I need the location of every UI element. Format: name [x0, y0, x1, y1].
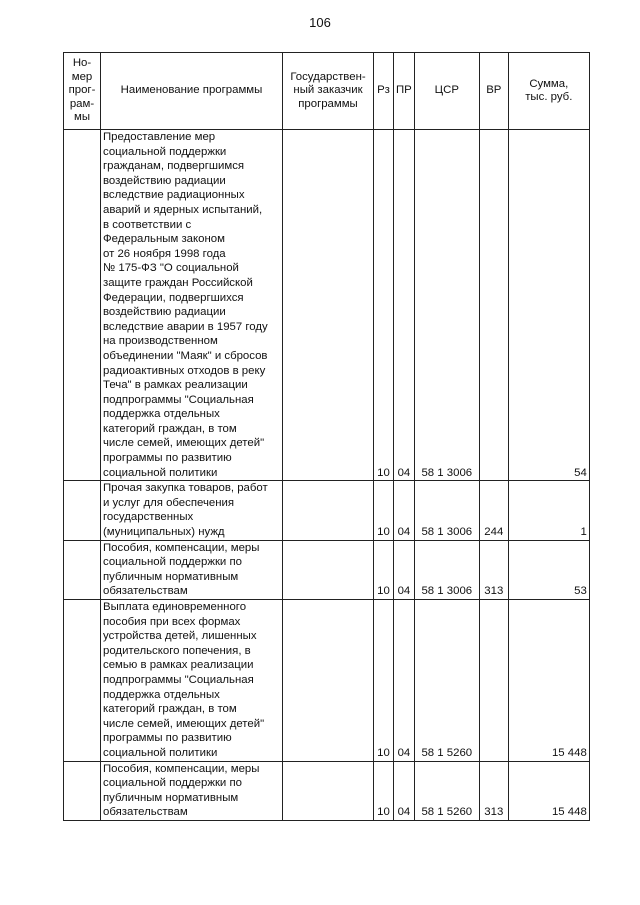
text-line: социальной политики [103, 466, 218, 479]
customer-cell [283, 761, 374, 820]
text-line: вследствие радиационных [103, 189, 245, 202]
table-row [64, 481, 590, 540]
vr-cell: 244 [479, 481, 508, 540]
table-row [64, 761, 590, 820]
text-line: в соответствии с [103, 218, 192, 231]
program-name-cell [101, 130, 283, 481]
text-line: ВР [486, 84, 502, 97]
header-customer [283, 53, 374, 130]
text-line: от 26 ноября 1998 года [103, 247, 226, 260]
text-line: мер [71, 70, 93, 83]
text-line: Предоставление мер [103, 131, 216, 143]
text-line: тыс. руб. [525, 91, 573, 103]
rz-cell: 10 [374, 481, 394, 540]
header-program-number [64, 53, 101, 130]
text-line: родительского попечения, в [103, 644, 251, 657]
pr-cell: 04 [394, 761, 415, 820]
text-line: числе семей, имеющих детей" [103, 437, 265, 450]
text-line: Выплата единовременного [103, 601, 247, 613]
rz-cell: 10 [374, 761, 394, 820]
budget-table [63, 52, 590, 821]
program-name-cell [101, 540, 283, 599]
text-line: устройства детей, лишенных [103, 630, 257, 643]
vr-cell: 313 [479, 761, 508, 820]
csr-cell: 58 1 5260 [414, 761, 479, 820]
text-line: числе семей, имеющих детей" [103, 717, 265, 730]
text-line: социальной поддержки [103, 145, 227, 158]
text-line: программы [298, 97, 358, 110]
program-number-cell [64, 600, 101, 762]
text-line: социальной политики [103, 746, 218, 759]
text-line: на производственном [103, 335, 218, 348]
pr-cell: 04 [394, 600, 415, 762]
text-line: поддержка отдельных [103, 408, 220, 421]
vr-cell: 313 [479, 540, 508, 599]
pr-cell: 04 [394, 540, 415, 599]
sum-cell: 15 448 [508, 761, 589, 820]
text-line: Пособия, компенсации, меры [103, 541, 260, 554]
program-name-cell [101, 761, 283, 820]
program-name-cell [101, 600, 283, 762]
header-pr [394, 53, 415, 130]
text-line: Пособия, компенсации, меры [103, 762, 260, 775]
text-line: вследствие аварии в 1957 году [103, 320, 268, 333]
rz-cell: 10 [374, 540, 394, 599]
sum-cell: 15 448 [508, 600, 589, 762]
text-line: воздействию радиации [103, 306, 226, 319]
text-line: программы по развитию [103, 452, 232, 465]
header-vr [479, 53, 508, 130]
text-line: социальной поддержки по [103, 777, 242, 790]
sum-cell: 53 [508, 540, 589, 599]
text-line: публичным нормативным [103, 570, 239, 583]
program-number-cell [64, 130, 101, 481]
text-line: государственных [103, 511, 194, 524]
program-number-cell [64, 481, 101, 540]
customer-cell [283, 540, 374, 599]
program-number-cell [64, 540, 101, 599]
text-line: социальной поддержки по [103, 556, 242, 569]
text-line: ПР [396, 84, 412, 97]
text-line: и услуг для обеспечения [103, 496, 235, 509]
text-line: программы по развитию [103, 732, 232, 745]
vr-cell [479, 600, 508, 762]
csr-cell: 58 1 3006 [414, 481, 479, 540]
text-line: обязательствам [103, 585, 188, 598]
vr-cell [479, 130, 508, 481]
text-line: Рз [377, 84, 390, 97]
text-line: объединении "Маяк" и сбросов [103, 349, 268, 362]
text-line: гражданам, подвергшимся [103, 160, 245, 173]
page-number: 106 [309, 15, 331, 30]
program-number-cell [64, 761, 101, 820]
text-line: категорий граждан, в том [103, 703, 237, 716]
text-line: прог- [68, 84, 96, 97]
text-line: рам- [69, 97, 95, 110]
program-name-cell [101, 481, 283, 540]
header-sum [508, 53, 589, 130]
text-line: ный заказчик [293, 84, 363, 97]
text-line: Государствен- [290, 70, 366, 83]
customer-cell [283, 600, 374, 762]
table-row [64, 540, 590, 599]
table-row [64, 600, 590, 762]
text-line: Наименование программы [120, 84, 263, 97]
text-line: (муниципальных) нужд [103, 526, 225, 539]
text-line: обязательствам [103, 806, 188, 819]
text-line: № 175-ФЗ "О социальной [103, 262, 239, 275]
text-line: Федеральным законом [103, 233, 225, 246]
csr-cell: 58 1 3006 [414, 130, 479, 481]
header-row [64, 53, 590, 130]
text-line: публичным нормативным [103, 791, 239, 804]
text-line: Прочая закупка товаров, работ [103, 482, 268, 495]
text-line: защите граждан Российской [103, 276, 253, 289]
text-line: аварий и ядерных испытаний, [103, 203, 263, 216]
pr-cell: 04 [394, 481, 415, 540]
text-line: Сумма, [529, 77, 569, 90]
rz-cell: 10 [374, 130, 394, 481]
text-line: подпрограммы "Социальная [103, 673, 254, 686]
text-line: мы [73, 111, 91, 124]
text-line: Но- [72, 57, 92, 70]
header-program-name [101, 53, 283, 130]
text-line: Федерации, подвергшихся [103, 291, 244, 304]
text-line: ЦСР [434, 84, 459, 97]
customer-cell [283, 130, 374, 481]
header-rz [374, 53, 394, 130]
text-line: Теча" в рамках реализации [103, 379, 248, 392]
customer-cell [283, 481, 374, 540]
sum-cell: 1 [508, 481, 589, 540]
text-line: пособия при всех формах [103, 615, 241, 628]
text-line: воздействию радиации [103, 174, 226, 187]
text-line: семью в рамках реализации [103, 659, 254, 672]
table-body [64, 130, 590, 821]
text-line: радиоактивных отходов в реку [103, 364, 266, 377]
text-line: подпрограммы "Социальная [103, 393, 254, 406]
text-line: категорий граждан, в том [103, 422, 237, 435]
csr-cell: 58 1 3006 [414, 540, 479, 599]
header-csr [414, 53, 479, 130]
text-line: поддержка отдельных [103, 688, 220, 701]
table-row [64, 130, 590, 481]
rz-cell: 10 [374, 600, 394, 762]
csr-cell: 58 1 5260 [414, 600, 479, 762]
sum-cell: 54 [508, 130, 589, 481]
pr-cell: 04 [394, 130, 415, 481]
